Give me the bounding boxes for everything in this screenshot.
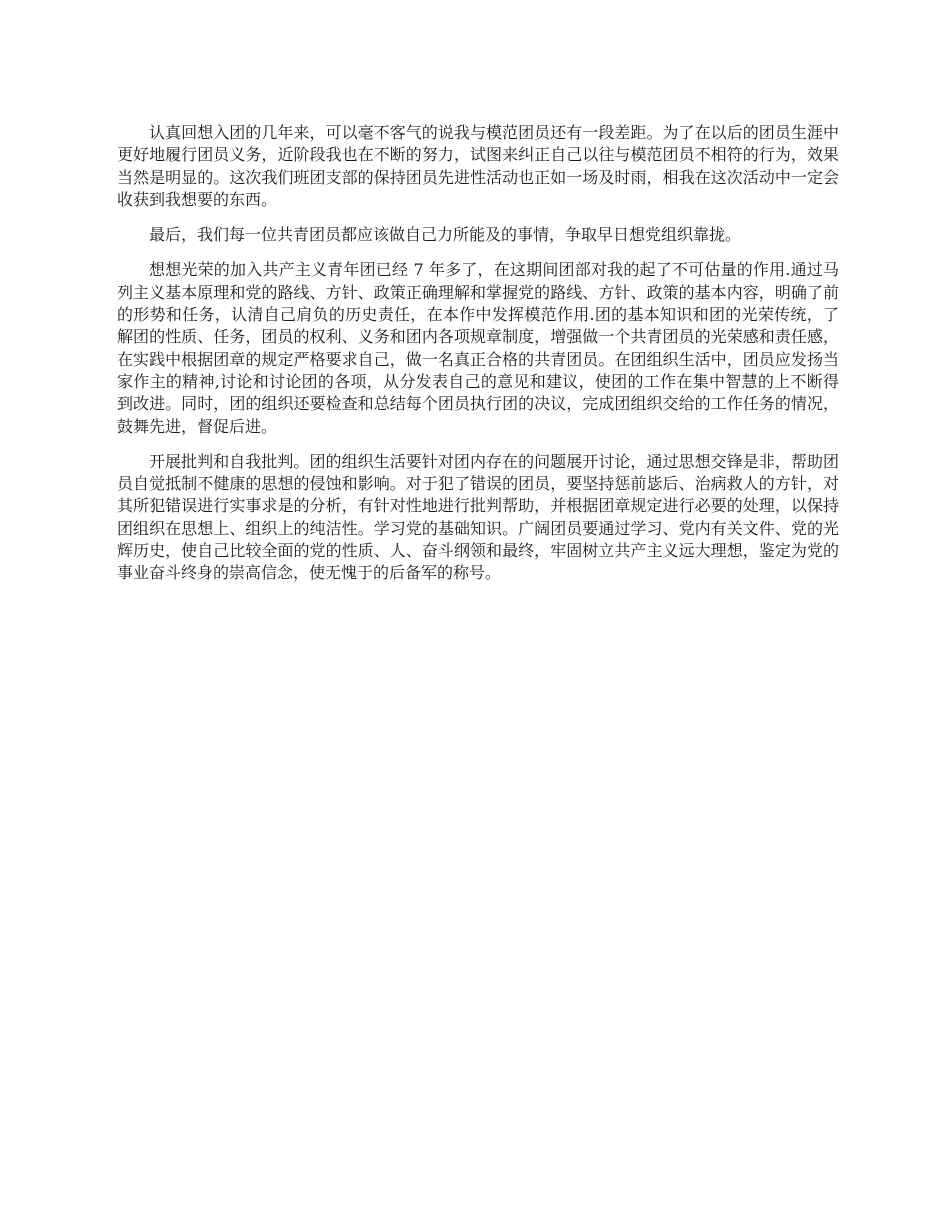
paragraph-4: 开展批判和自我批判。团的组织生活要针对团内存在的问题展开讨论，通过思想交锋是非，帮助团员自觉抵制不健康的思想的侵蚀和影响。对于犯了错误的团员，要坚持惩前毖后、治病救人的方针，对其所犯错误进行实事求是的分析，有针对性地进行批判帮助，并根据团章规定进行必要的处理，以保持团组织在思想上、组织上的纯洁性。学习党的基础知识。广阔团员要通过学习、党内有关文件、党的光辉历史，使自己比较全面的党的性质、人、奋斗纲领和最终，牢固树立共产主义远大理想，鉴定为党的事业奋斗终身的崇高信念，使无愧于的后备军的称号。: [117, 451, 839, 583]
paragraph-1: 认真回想入团的几年来，可以毫不客气的说我与模范团员还有一段差距。为了在以后的团员生涯中更好地履行团员义务，近阶段我也在不断的努力，试图来纠正自己以往与模范团员不相符的行为，效果当然是明显的。这次我们班团支部的保持团员先进性活动也正如一场及时雨，相我在这次活动中一定会收获到我想要的东西。: [117, 123, 839, 209]
paragraph-3: 想想光荣的加入共产主义青年团已经 7 年多了，在这期间团部对我的起了不可估量的作用.通过马列主义基本原理和党的路线、方针、政策正确理解和掌握党的路线、方针、政策的基本内容，明确了前的形势和任务，认清自己肩负的历史责任，在本作中发挥模范作用.团的基本知识和团的光荣传统，了解团的性质、任务，团员的权利、义务和团内各项规章制度，增强做一个共青团员的光荣感和责任感，在实践中根据团章的规定严格要求自己，做一名真正合格的共青团员。在团组织生活中，团员应发扬当家作主的精神,讨论和讨论团的各项，从分发表自己的意见和建议，使团的工作在集中智慧的上不断得到改进。同时，团的组织还要检查和总结每个团员执行团的决议，完成团组织交给的工作任务的情况，鼓舞先进，督促后进。: [117, 260, 839, 436]
paragraph-2: 最后，我们每一位共青团员都应该做自己力所能及的事情，争取早日想党组织靠拢。: [149, 225, 742, 245]
document-body: [117, 122, 839, 598]
